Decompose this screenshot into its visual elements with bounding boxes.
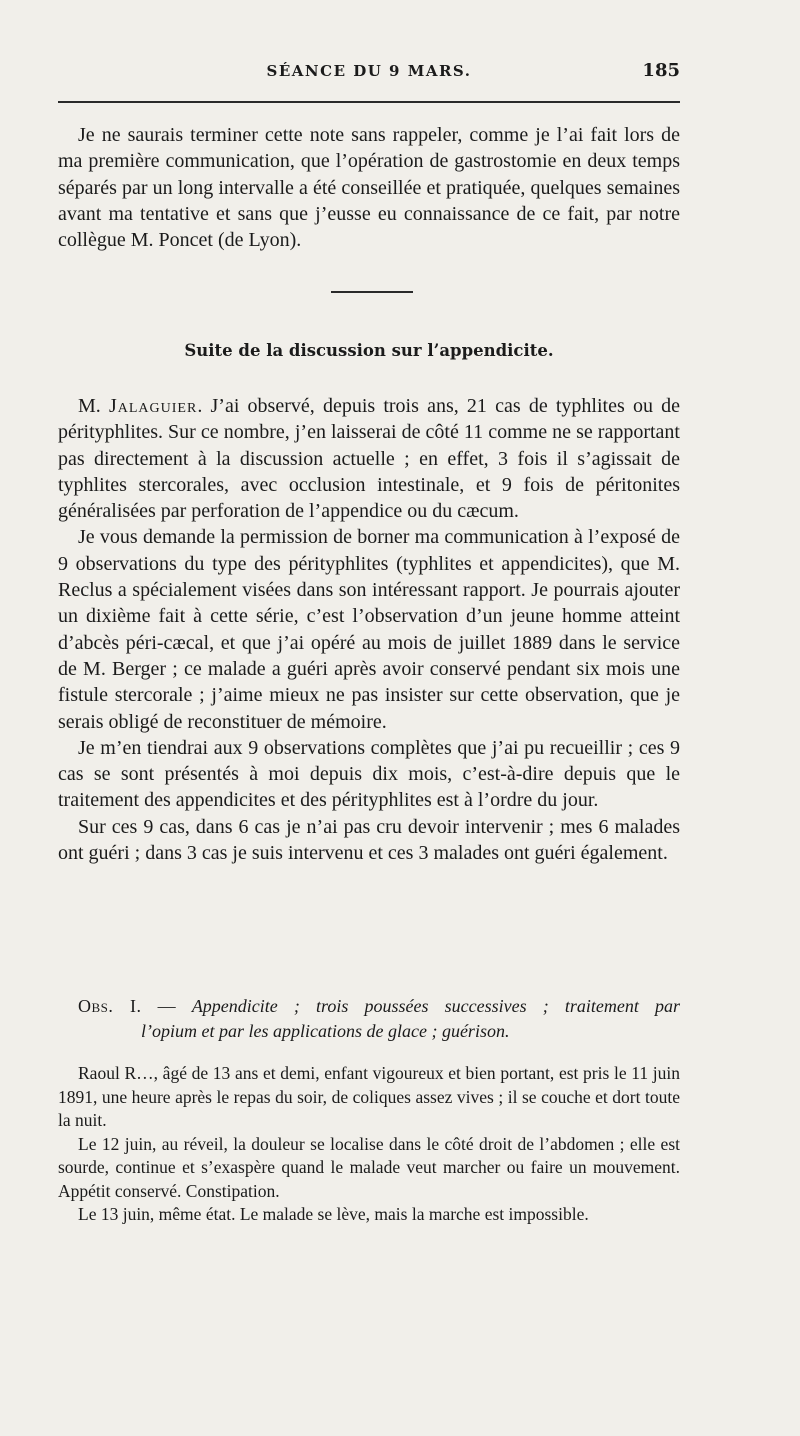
- observation-title-text: Appendicite ; trois poussées successives ; traitement par: [191, 996, 681, 1016]
- observation-paragraph: Le 12 juin, au réveil, la douleur se localise dans le côté droit de l’abdomen ; elle est sourde, continue et s’exaspère quand le malade veut marcher ou faire un mouvement. Appétit conservé. Constipation.: [58, 1133, 680, 1201]
- discussion-paragraph: Sur ces 9 cas, dans 6 cas je n’ai pas cru devoir intervenir ; mes 6 malades ont guéri ; dans 3 cas je suis intervenu et ces 3 malades ont guéri également.: [58, 815, 680, 865]
- speaker-name: Jalaguier: [108, 395, 198, 417]
- observation-title-line: [58, 1019, 680, 1044]
- section-separator: [331, 291, 413, 293]
- observation-title-line: [58, 994, 680, 1019]
- intro-paragraph: Je ne saurais terminer cette note sans rappeler, comme je l’ai fait lors de ma première communication, que l’opération de gastrostomie en deux temps séparés par un long intervalle a été conseillée et pratiquée, quelques semaines avant ma tentative et sans que j’eusse eu connaissance de ce fait, par notre collègue M. Poncet (de Lyon).: [58, 124, 680, 252]
- page-header: [58, 62, 680, 90]
- observation-paragraph: Le 13 juin, même état. Le malade se lève, mais la marche est impossible.: [78, 1204, 589, 1224]
- observation-paragraph: Raoul R…, âgé de 13 ans et demi, enfant vigoureux et bien portant, est pris le 11 juin 1891, une heure après le repas du soir, de coliques assez vives ; il se couche et dort toute la nuit.: [58, 1063, 680, 1130]
- speaker-prefix: M.: [78, 395, 101, 417]
- observation-label: Obs. I.: [78, 996, 142, 1016]
- discussion-section: [58, 393, 680, 866]
- discussion-paragraph: M. Jalaguier. J’ai observé, depuis trois ans, 21 cas de typhlites ou de pérityphlites. Sur ce nombre, j’en laisserai de côté 11 comme ne se rapportant pas directement à la discussion actuelle ; en effet, 3 fois il s’agissait de typhlites stercorales, avec occlusion intestinale, et 9 fois de péritonites généralisées par perforation de l’appendice ou du cæcum.: [58, 395, 681, 523]
- page-number: 185: [642, 60, 680, 81]
- discussion-paragraph-text: J’ai observé, depuis trois ans, 21 cas de typhlites ou de pérityphlites. Sur ce nombre, j’en laisserai de côté 11 comme ne se rapportant pas directement à la discussion actuelle ; en effet, 3 fois il s’agissait de typhlites stercorales, avec occlusion intestinale, et 9 fois de péritonites généralisées par perforation de l’appendice ou du cæcum.: [58, 395, 681, 523]
- section-title: Suite de la discussion sur l’appendicite.: [184, 341, 554, 360]
- discussion-paragraph: Je m’en tiendrai aux 9 observations complètes que j’ai pu recueillir ; ces 9 cas se sont présentés à moi depuis dix mois, c’est-à-dire depuis que le traitement des appendicites et des pérityphlites est à l’ordre du jour.: [58, 736, 680, 812]
- observation-body: [58, 1062, 680, 1227]
- header-rule: [58, 101, 680, 103]
- observation-dash: —: [157, 996, 176, 1016]
- intro-section: [58, 122, 680, 253]
- observation-title: [58, 994, 680, 1044]
- discussion-paragraph: Je vous demande la permission de borner ma communication à l’exposé de 9 observations du type des pérityphlites (typhlites et appendicites), que M. Reclus a spécialement visées dans son intéressant rapport. Je pourrais ajouter un dixième fait à cette série, c’est l’observation d’un jeune homme atteint d’abcès péri-cæcal, et que j’ai opéré au mois de juillet 1889 dans le service de M. Berger ; ce malade a guéri après avoir conservé pendant six mois une fistule stercorale ; j’aime mieux ne pas insister sur cette observation, que je serais obligé de reconstituer de mémoire.: [58, 526, 680, 733]
- running-title: SÉANCE DU 9 MARS.: [266, 62, 472, 80]
- observation-title-text: l’opium et par les applications de glace ; guérison.: [141, 1021, 510, 1041]
